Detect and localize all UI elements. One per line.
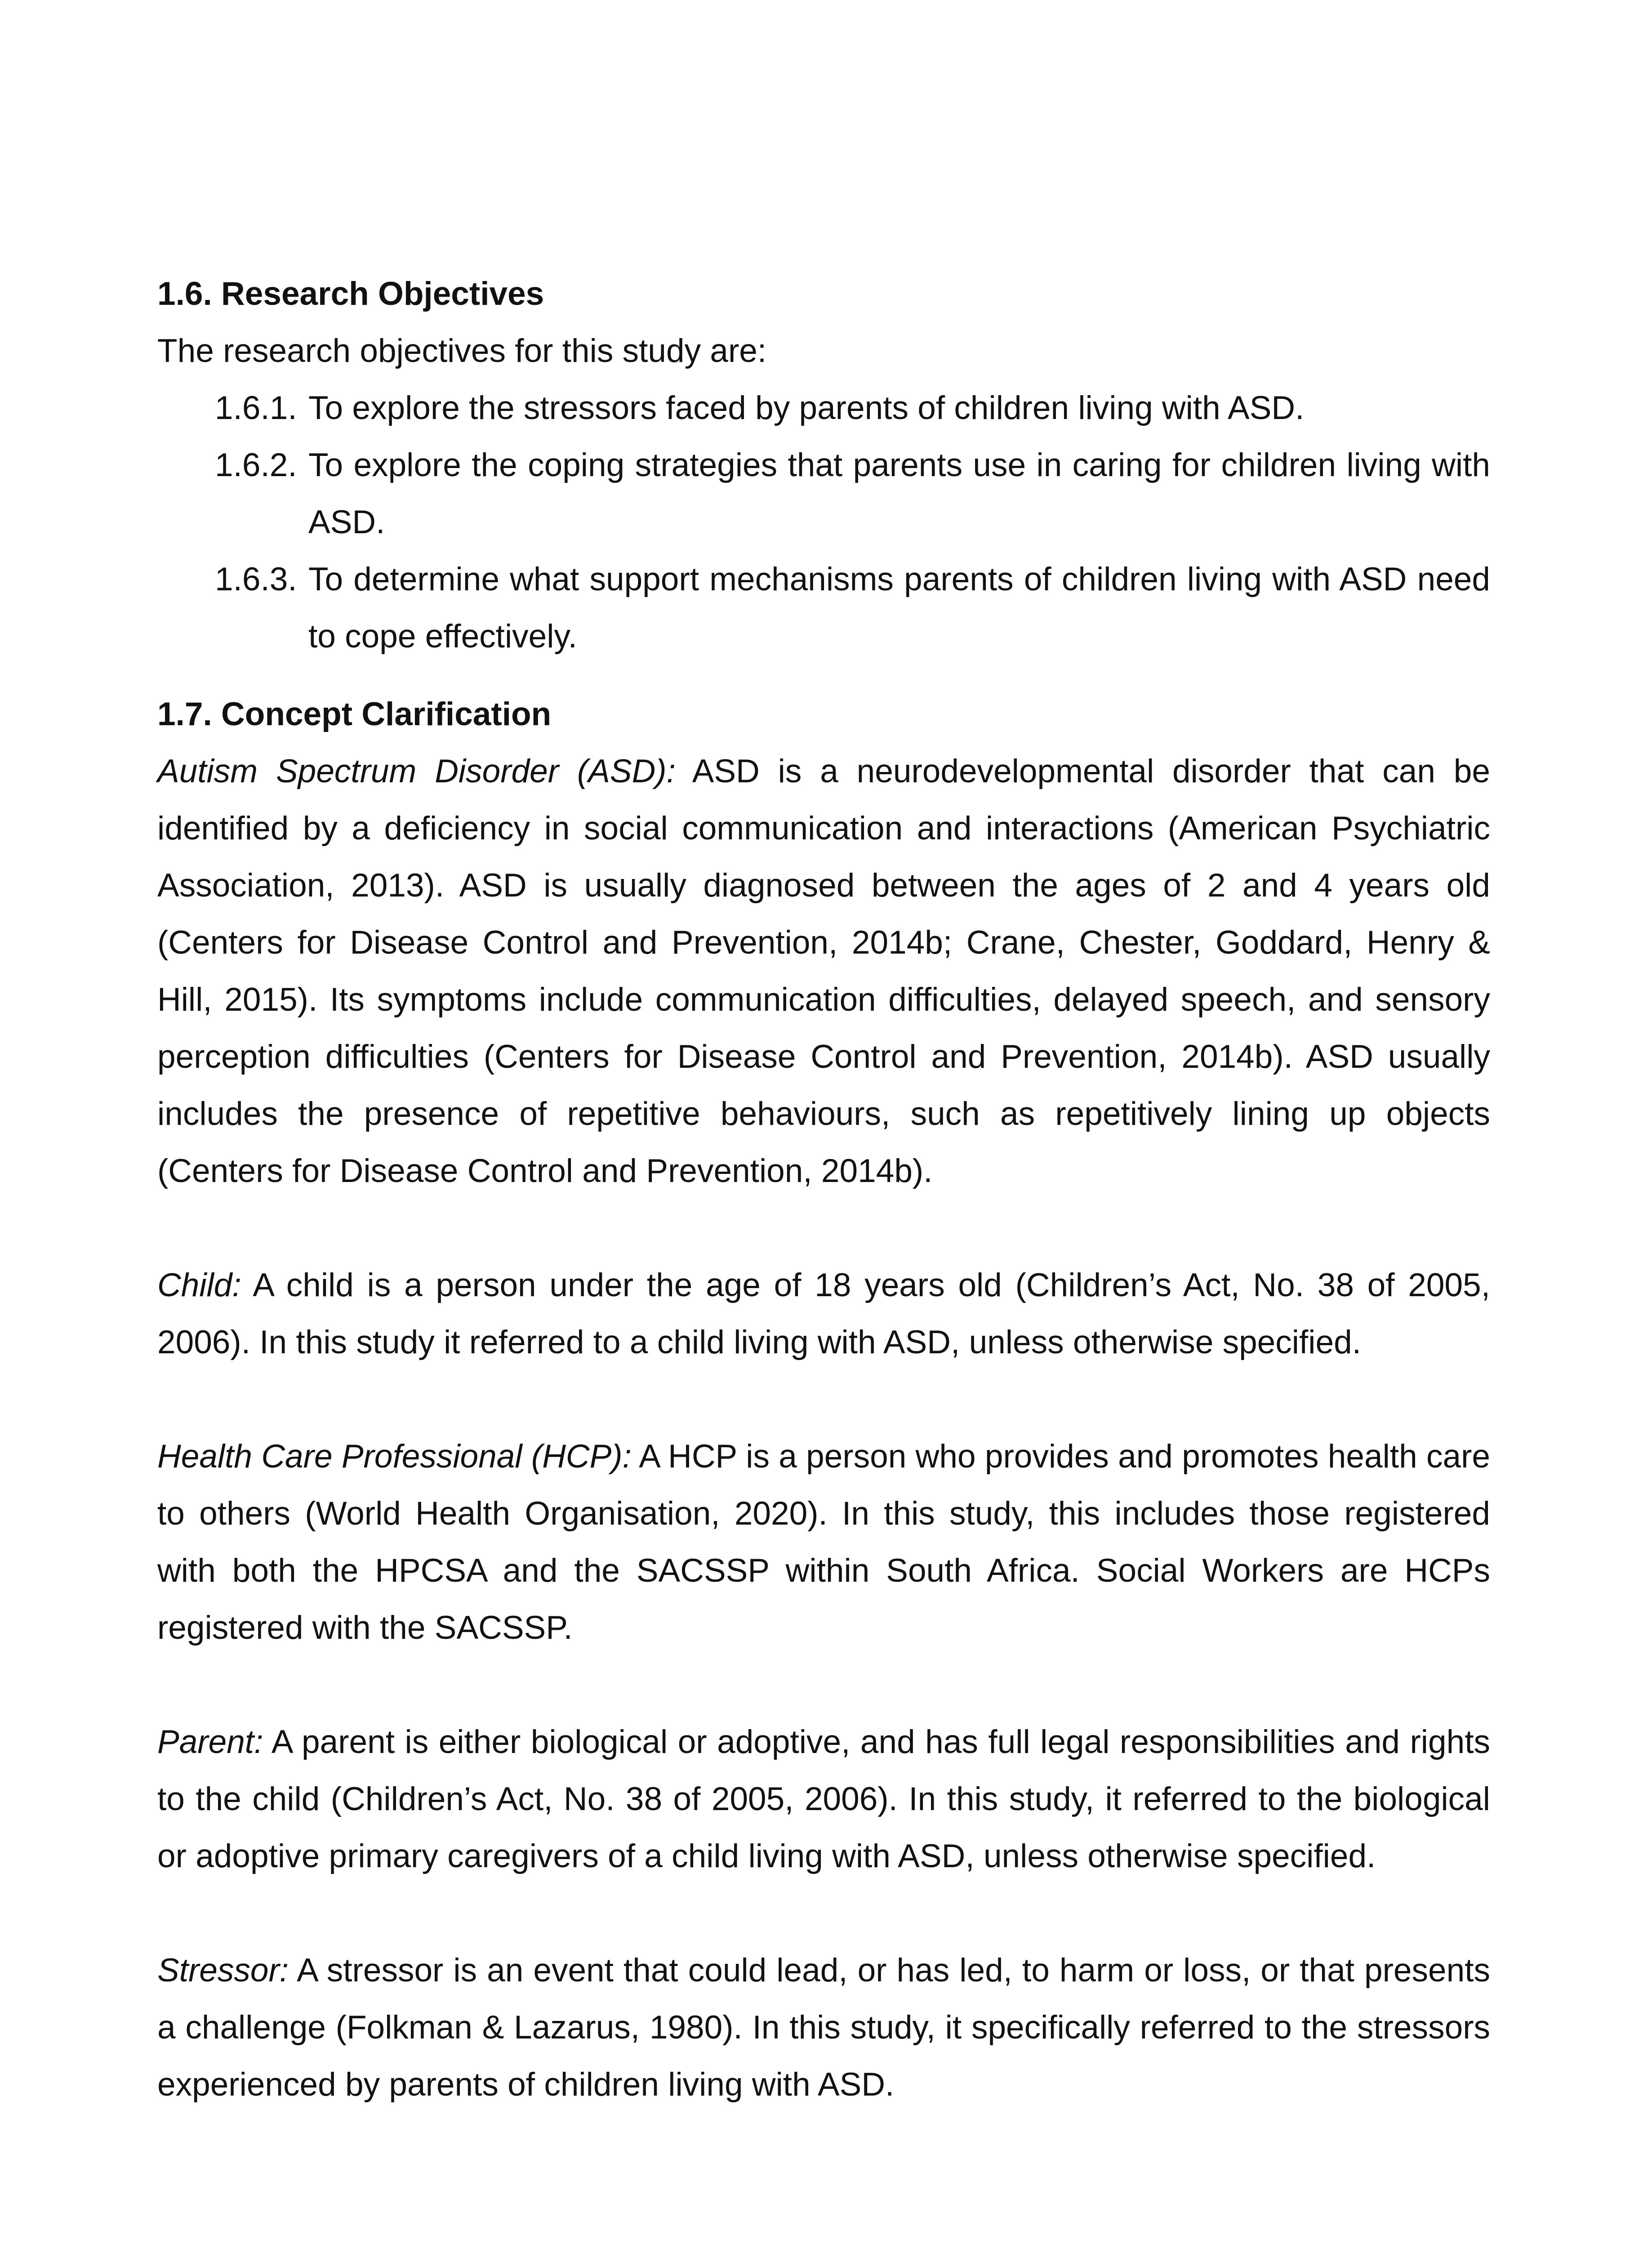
definition-term: Health Care Professional (HCP):: [157, 1438, 632, 1475]
objective-number: 1.6.3.: [215, 561, 297, 598]
definition-text: A parent is either biological or adoptive, and has full legal responsibilities and rights to the child (Children’s Act, No. 38 of 2005, 2006). In this study, it referred to the biological or adoptive primary caregivers of a child living with ASD, unless otherwise specified.: [157, 1724, 1490, 1874]
page-body: [157, 265, 1490, 2113]
objective-number: 1.6.2.: [215, 447, 297, 483]
objective-text: To determine what support mechanisms parents of children living with ASD need to cope effectively.: [308, 561, 1490, 655]
section-spacer: [157, 665, 1490, 686]
definition-asd: [157, 743, 1490, 1200]
paragraph-spacer: [157, 1656, 1490, 1713]
objective-item: [157, 551, 1490, 665]
definition-term: Parent:: [157, 1724, 263, 1760]
page-number: [1465, 2246, 1492, 2248]
definition-text: A stressor is an event that could lead, or has led, to harm or loss, or that presents a challenge (Folkman & Lazarus, 1980). In this study, it specifically referred to the stressors experienced by parents of children living with ASD.: [157, 1952, 1490, 2103]
paragraph-spacer: [157, 1200, 1490, 1257]
definition-term: Child:: [157, 1267, 241, 1303]
definition-hcp: [157, 1428, 1490, 1656]
paragraph-spacer: [157, 1371, 1490, 1428]
definition-stressor: [157, 1942, 1490, 2113]
paragraph-spacer: [157, 1885, 1490, 1942]
objective-item: [157, 379, 1490, 437]
definition-parent: [157, 1713, 1490, 1885]
definition-child: [157, 1257, 1490, 1371]
definition-text: A child is a person under the age of 18 years old (Children’s Act, No. 38 of 2005, 2006). In this study it referred to a child living with ASD, unless otherwise specified.: [157, 1267, 1490, 1360]
definition-text: A HCP is a person who provides and promotes health care to others (World Health Organisation, 2020). In this study, this includes those registered with both the HPCSA and the SACSSP within South Africa. Social Workers are HCPs registered with the SACSSP.: [157, 1438, 1490, 1646]
objective-text: To explore the stressors faced by parents of children living with ASD.: [308, 390, 1305, 426]
definition-term: Autism Spectrum Disorder (ASD):: [157, 753, 676, 789]
research-objectives-heading: 1.6. Research Objectives: [157, 276, 544, 312]
definition-term: Stressor:: [157, 1952, 289, 1989]
research-objectives-intro: The research objectives for this study are:: [157, 333, 767, 369]
concept-clarification-heading: 1.7. Concept Clarification: [157, 696, 552, 732]
objective-number: 1.6.1.: [215, 390, 297, 426]
definition-text: ASD is a neurodevelopmental disorder that can be identified by a deficiency in social communication and interactions (American Psychiatric Association, 2013). ASD is usually diagnosed between the ages of 2 and 4 years old (Centers for Disease Control and Prevention, 2014b; Crane, Chester, Goddard, Henry & Hill, 2015). Its symptoms include communication difficulties, delayed speech, and sensory perception difficulties (Centers for Disease Control and Prevention, 2014b). ASD usually includes the presence of repetitive behaviours, such as repetitively lining up objects (Centers for Disease Control and Prevention, 2014b).: [157, 753, 1490, 1189]
objective-item: [157, 437, 1490, 551]
objective-text: To explore the coping strategies that parents use in caring for children living with ASD.: [308, 447, 1490, 540]
